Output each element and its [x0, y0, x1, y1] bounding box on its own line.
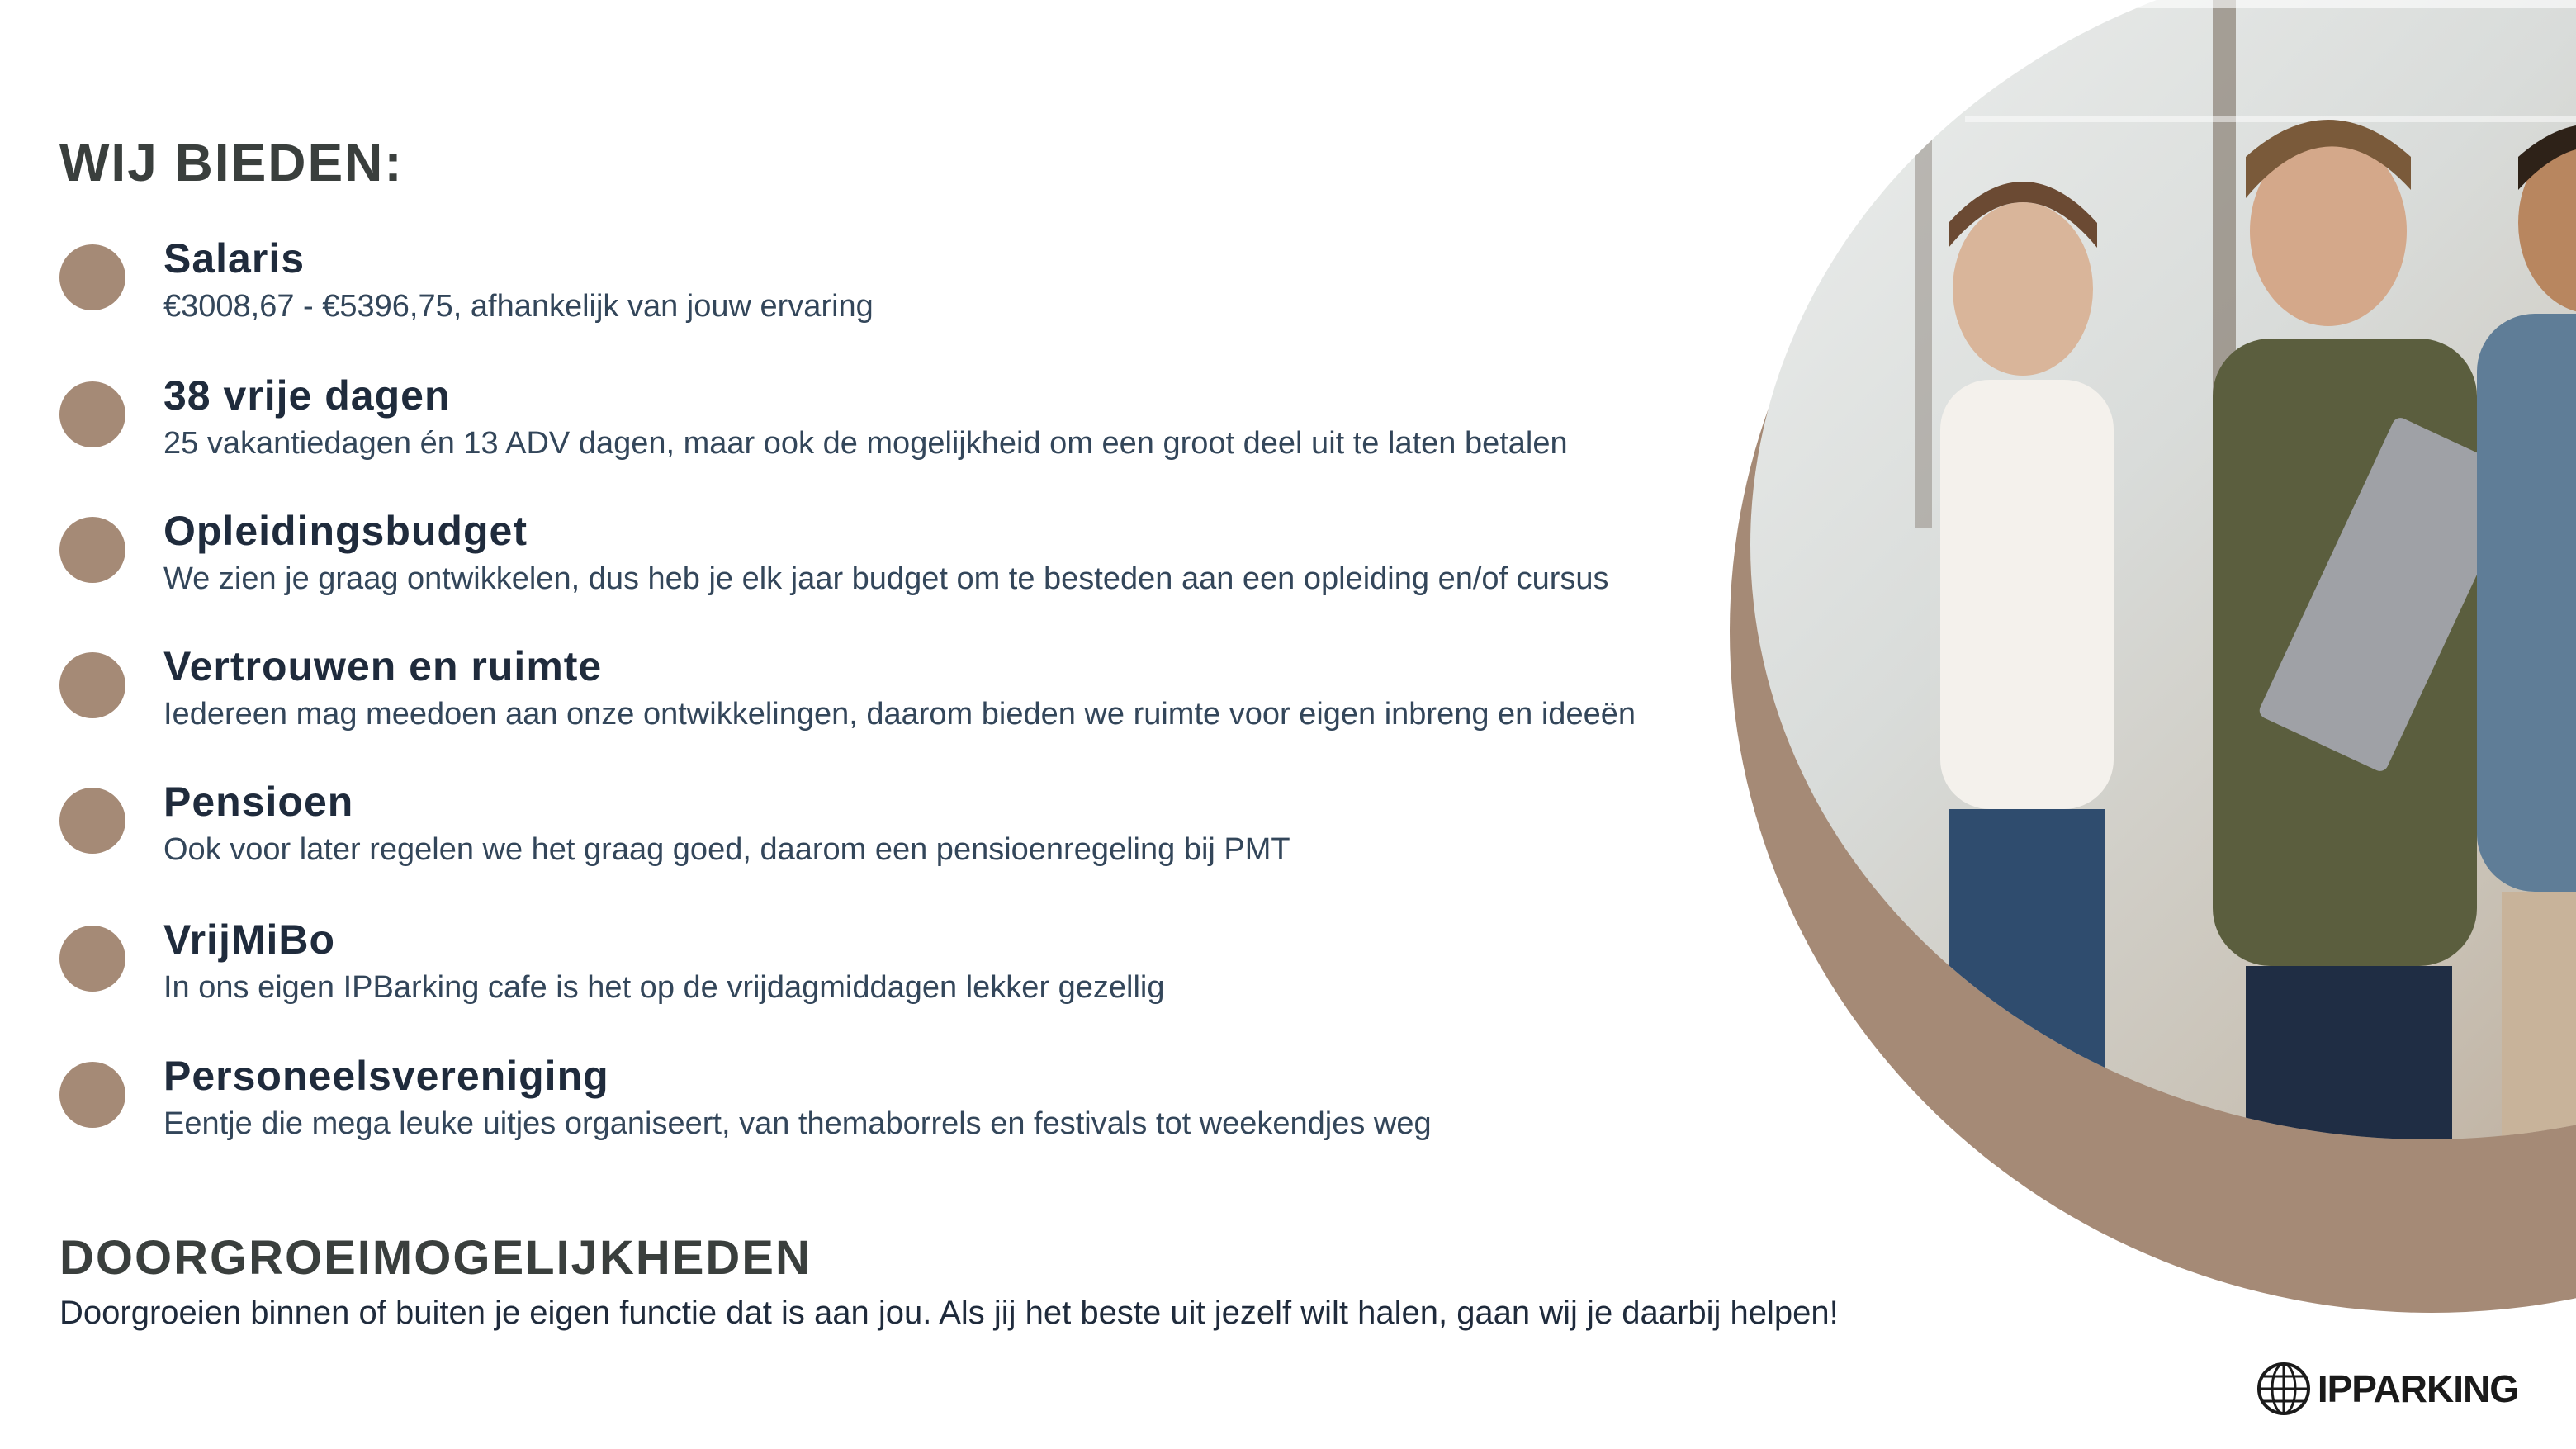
benefit-description: €3008,67 - €5396,75, afhankelijk van jouw ervaring: [163, 289, 874, 324]
circle-bullet-icon: [59, 788, 125, 854]
benefit-description: Ook voor later regelen we het graag goed, daarom een pensioenregeling bij PMT: [163, 832, 1290, 867]
benefit-title: Vertrouwen en ruimte: [163, 643, 603, 689]
benefit-title: Opleidingsbudget: [163, 508, 528, 554]
circle-bullet-icon: [59, 1062, 125, 1128]
benefit-description: Eentje die mega leuke uitjes organiseert, van themaborrels en festivals tot weekendjes weg: [163, 1106, 1432, 1141]
benefit-description: In ons eigen IPBarking cafe is het op de vrijdagmiddagen lekker gezellig: [163, 970, 1165, 1005]
circle-bullet-icon: [59, 381, 125, 447]
team-illustration: [1750, 0, 2576, 1139]
growth-text: Doorgroeien binnen of buiten je eigen functie dat is aan jou. Als jij het beste uit jezelf wilt halen, gaan wij je daarbij helpen!: [59, 1295, 1839, 1331]
benefit-description: 25 vakantiedagen én 13 ADV dagen, maar ook de mogelijkheid om een groot deel uit te laten betalen: [163, 426, 1568, 461]
circle-bullet-icon: [59, 244, 125, 310]
benefit-title: Personeelsvereniging: [163, 1053, 609, 1099]
company-logo: [2255, 1360, 2518, 1418]
circle-bullet-icon: [59, 517, 125, 583]
benefit-description: We zien je graag ontwikkelen, dus heb je elk jaar budget om te besteden aan een opleiding en/of cursus: [163, 561, 1609, 596]
circle-bullet-icon: [59, 926, 125, 992]
team-photo: [1750, 0, 2576, 1139]
benefit-title: 38 vrije dagen: [163, 372, 451, 419]
globe-logo-icon: [2255, 1360, 2313, 1418]
circle-bullet-icon: [59, 652, 125, 718]
logo-text: IPPARKING: [2317, 1367, 2518, 1410]
benefit-title: Pensioen: [163, 779, 354, 825]
page-title: WIJ BIEDEN:: [59, 133, 404, 192]
benefit-title: VrijMiBo: [163, 916, 336, 963]
benefit-title: Salaris: [163, 235, 305, 282]
growth-heading: DOORGROEIMOGELIJKHEDEN: [59, 1231, 812, 1285]
benefit-description: Iedereen mag meedoen aan onze ontwikkelingen, daarom bieden we ruimte voor eigen inbreng en ideeën: [163, 697, 1636, 732]
